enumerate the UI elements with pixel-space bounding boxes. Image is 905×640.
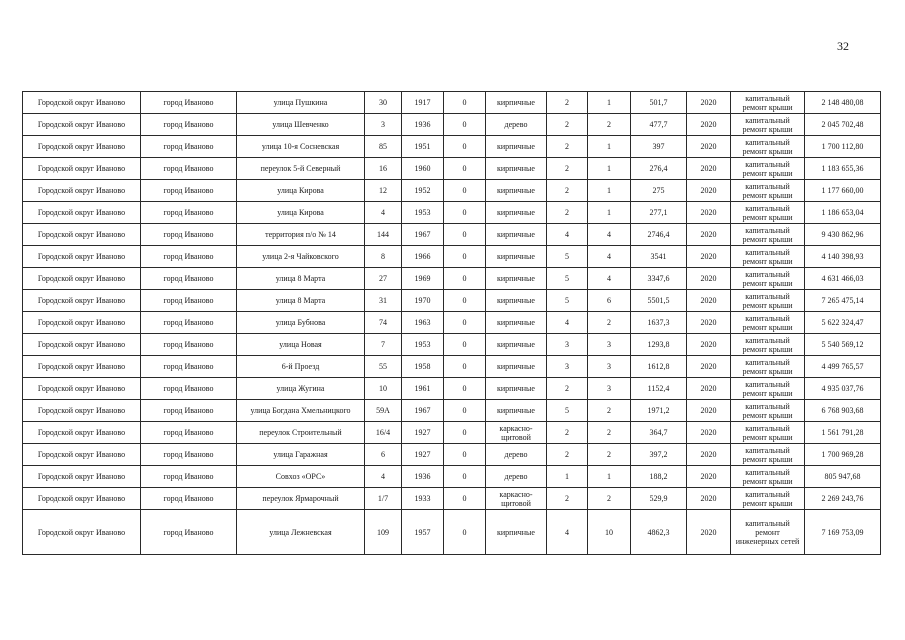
year-built-cell: 1917 <box>402 92 444 114</box>
entrances-cell: 2 <box>588 312 631 334</box>
cost-cell: 4 631 466,03 <box>805 268 881 290</box>
year-commissioned-cell: 0 <box>444 312 486 334</box>
repair-year-cell: 2020 <box>687 224 731 246</box>
table-row <box>23 92 881 114</box>
floors-cell: 5 <box>547 268 588 290</box>
area-cell: 501,7 <box>631 92 687 114</box>
area-cell: 3541 <box>631 246 687 268</box>
wall-material-cell: каркасно-щитовой <box>486 488 547 510</box>
settlement-cell: город Иваново <box>141 180 237 202</box>
municipality-cell: Городской округ Иваново <box>23 246 141 268</box>
year-built-cell: 1957 <box>402 510 444 555</box>
cost-cell: 1 700 112,80 <box>805 136 881 158</box>
table-row <box>23 356 881 378</box>
floors-cell: 5 <box>547 246 588 268</box>
area-cell: 1152,4 <box>631 378 687 400</box>
wall-material-cell: кирпичные <box>486 378 547 400</box>
year-commissioned-cell: 0 <box>444 378 486 400</box>
cost-cell: 5 622 324,47 <box>805 312 881 334</box>
street-cell: переулок Строительный <box>237 422 365 444</box>
wall-material-cell: кирпичные <box>486 356 547 378</box>
municipality-cell: Городской округ Иваново <box>23 136 141 158</box>
repair-registry-table <box>22 91 881 555</box>
municipality-cell: Городской округ Иваново <box>23 158 141 180</box>
year-commissioned-cell: 0 <box>444 400 486 422</box>
house-number-cell: 59А <box>365 400 402 422</box>
table-row <box>23 158 881 180</box>
entrances-cell: 2 <box>588 444 631 466</box>
table-row <box>23 466 881 488</box>
area-cell: 3347,6 <box>631 268 687 290</box>
cost-cell: 1 177 660,00 <box>805 180 881 202</box>
table-row <box>23 422 881 444</box>
cost-cell: 7 265 475,14 <box>805 290 881 312</box>
area-cell: 364,7 <box>631 422 687 444</box>
wall-material-cell: дерево <box>486 466 547 488</box>
entrances-cell: 3 <box>588 378 631 400</box>
entrances-cell: 4 <box>588 224 631 246</box>
year-built-cell: 1967 <box>402 400 444 422</box>
floors-cell: 5 <box>547 290 588 312</box>
table-row <box>23 202 881 224</box>
work-type-cell: капитальный ремонт крыши <box>731 246 805 268</box>
wall-material-cell: кирпичные <box>486 224 547 246</box>
wall-material-cell: кирпичные <box>486 180 547 202</box>
year-built-cell: 1951 <box>402 136 444 158</box>
area-cell: 275 <box>631 180 687 202</box>
floors-cell: 4 <box>547 510 588 555</box>
table-row <box>23 400 881 422</box>
house-number-cell: 16 <box>365 158 402 180</box>
settlement-cell: город Иваново <box>141 400 237 422</box>
work-type-cell: капитальный ремонт крыши <box>731 312 805 334</box>
table-row <box>23 224 881 246</box>
municipality-cell: Городской округ Иваново <box>23 268 141 290</box>
work-type-cell: капитальный ремонт крыши <box>731 290 805 312</box>
house-number-cell: 144 <box>365 224 402 246</box>
repair-year-cell: 2020 <box>687 114 731 136</box>
wall-material-cell: кирпичные <box>486 400 547 422</box>
entrances-cell: 4 <box>588 268 631 290</box>
floors-cell: 3 <box>547 356 588 378</box>
municipality-cell: Городской округ Иваново <box>23 422 141 444</box>
wall-material-cell: кирпичные <box>486 158 547 180</box>
area-cell: 277,1 <box>631 202 687 224</box>
street-cell: улица 8 Марта <box>237 268 365 290</box>
settlement-cell: город Иваново <box>141 378 237 400</box>
municipality-cell: Городской округ Иваново <box>23 114 141 136</box>
settlement-cell: город Иваново <box>141 444 237 466</box>
entrances-cell: 2 <box>588 114 631 136</box>
year-commissioned-cell: 0 <box>444 268 486 290</box>
floors-cell: 2 <box>547 136 588 158</box>
repair-year-cell: 2020 <box>687 356 731 378</box>
work-type-cell: капитальный ремонт инженерных сетей <box>731 510 805 555</box>
street-cell: улица Лежневская <box>237 510 365 555</box>
settlement-cell: город Иваново <box>141 202 237 224</box>
year-commissioned-cell: 0 <box>444 136 486 158</box>
repair-year-cell: 2020 <box>687 466 731 488</box>
house-number-cell: 12 <box>365 180 402 202</box>
year-commissioned-cell: 0 <box>444 224 486 246</box>
area-cell: 2746,4 <box>631 224 687 246</box>
street-cell: улица 8 Марта <box>237 290 365 312</box>
wall-material-cell: кирпичные <box>486 334 547 356</box>
street-cell: улица Пушкина <box>237 92 365 114</box>
entrances-cell: 1 <box>588 136 631 158</box>
year-commissioned-cell: 0 <box>444 202 486 224</box>
table-row <box>23 312 881 334</box>
year-built-cell: 1969 <box>402 268 444 290</box>
municipality-cell: Городской округ Иваново <box>23 466 141 488</box>
settlement-cell: город Иваново <box>141 488 237 510</box>
entrances-cell: 2 <box>588 400 631 422</box>
table-row <box>23 268 881 290</box>
settlement-cell: город Иваново <box>141 356 237 378</box>
work-type-cell: капитальный ремонт крыши <box>731 334 805 356</box>
work-type-cell: капитальный ремонт крыши <box>731 422 805 444</box>
table-row <box>23 378 881 400</box>
year-built-cell: 1953 <box>402 202 444 224</box>
year-commissioned-cell: 0 <box>444 92 486 114</box>
year-commissioned-cell: 0 <box>444 158 486 180</box>
street-cell: Совхоз «ОРС» <box>237 466 365 488</box>
year-commissioned-cell: 0 <box>444 114 486 136</box>
entrances-cell: 3 <box>588 334 631 356</box>
year-built-cell: 1967 <box>402 224 444 246</box>
house-number-cell: 8 <box>365 246 402 268</box>
year-built-cell: 1961 <box>402 378 444 400</box>
floors-cell: 2 <box>547 444 588 466</box>
table-row <box>23 290 881 312</box>
area-cell: 1971,2 <box>631 400 687 422</box>
area-cell: 397 <box>631 136 687 158</box>
year-commissioned-cell: 0 <box>444 488 486 510</box>
year-built-cell: 1927 <box>402 422 444 444</box>
repair-year-cell: 2020 <box>687 488 731 510</box>
entrances-cell: 1 <box>588 158 631 180</box>
year-commissioned-cell: 0 <box>444 444 486 466</box>
cost-cell: 6 768 903,68 <box>805 400 881 422</box>
year-built-cell: 1958 <box>402 356 444 378</box>
table-row <box>23 444 881 466</box>
area-cell: 276,4 <box>631 158 687 180</box>
street-cell: переулок 5-й Северный <box>237 158 365 180</box>
municipality-cell: Городской округ Иваново <box>23 444 141 466</box>
house-number-cell: 30 <box>365 92 402 114</box>
cost-cell: 4 140 398,93 <box>805 246 881 268</box>
municipality-cell: Городской округ Иваново <box>23 202 141 224</box>
table-row <box>23 114 881 136</box>
entrances-cell: 1 <box>588 180 631 202</box>
cost-cell: 9 430 862,96 <box>805 224 881 246</box>
house-number-cell: 1/7 <box>365 488 402 510</box>
settlement-cell: город Иваново <box>141 224 237 246</box>
entrances-cell: 2 <box>588 422 631 444</box>
street-cell: улица Богдана Хмельницкого <box>237 400 365 422</box>
settlement-cell: город Иваново <box>141 268 237 290</box>
cost-cell: 7 169 753,09 <box>805 510 881 555</box>
settlement-cell: город Иваново <box>141 136 237 158</box>
settlement-cell: город Иваново <box>141 246 237 268</box>
work-type-cell: капитальный ремонт крыши <box>731 356 805 378</box>
table-row <box>23 136 881 158</box>
work-type-cell: капитальный ремонт крыши <box>731 158 805 180</box>
year-built-cell: 1963 <box>402 312 444 334</box>
table-row <box>23 180 881 202</box>
repair-year-cell: 2020 <box>687 444 731 466</box>
settlement-cell: город Иваново <box>141 114 237 136</box>
repair-year-cell: 2020 <box>687 202 731 224</box>
entrances-cell: 4 <box>588 246 631 268</box>
year-built-cell: 1970 <box>402 290 444 312</box>
repair-year-cell: 2020 <box>687 92 731 114</box>
cost-cell: 1 186 653,04 <box>805 202 881 224</box>
house-number-cell: 7 <box>365 334 402 356</box>
repair-year-cell: 2020 <box>687 378 731 400</box>
repair-year-cell: 2020 <box>687 180 731 202</box>
work-type-cell: капитальный ремонт крыши <box>731 180 805 202</box>
settlement-cell: город Иваново <box>141 158 237 180</box>
settlement-cell: город Иваново <box>141 92 237 114</box>
house-number-cell: 31 <box>365 290 402 312</box>
municipality-cell: Городской округ Иваново <box>23 92 141 114</box>
street-cell: улица Новая <box>237 334 365 356</box>
cost-cell: 1 700 969,28 <box>805 444 881 466</box>
year-built-cell: 1953 <box>402 334 444 356</box>
year-built-cell: 1936 <box>402 466 444 488</box>
table-row <box>23 334 881 356</box>
floors-cell: 2 <box>547 378 588 400</box>
floors-cell: 2 <box>547 422 588 444</box>
entrances-cell: 10 <box>588 510 631 555</box>
floors-cell: 4 <box>547 224 588 246</box>
entrances-cell: 3 <box>588 356 631 378</box>
wall-material-cell: дерево <box>486 114 547 136</box>
wall-material-cell: кирпичные <box>486 268 547 290</box>
settlement-cell: город Иваново <box>141 422 237 444</box>
municipality-cell: Городской округ Иваново <box>23 378 141 400</box>
street-cell: улица 10-я Сосневская <box>237 136 365 158</box>
house-number-cell: 4 <box>365 466 402 488</box>
year-commissioned-cell: 0 <box>444 422 486 444</box>
repair-year-cell: 2020 <box>687 158 731 180</box>
floors-cell: 2 <box>547 92 588 114</box>
page-number: 32 <box>837 39 849 53</box>
year-commissioned-cell: 0 <box>444 510 486 555</box>
work-type-cell: капитальный ремонт крыши <box>731 400 805 422</box>
cost-cell: 2 148 480,08 <box>805 92 881 114</box>
wall-material-cell: кирпичные <box>486 246 547 268</box>
year-commissioned-cell: 0 <box>444 334 486 356</box>
floors-cell: 2 <box>547 488 588 510</box>
area-cell: 477,7 <box>631 114 687 136</box>
house-number-cell: 6 <box>365 444 402 466</box>
street-cell: улица Жугина <box>237 378 365 400</box>
repair-year-cell: 2020 <box>687 136 731 158</box>
floors-cell: 2 <box>547 202 588 224</box>
wall-material-cell: кирпичные <box>486 290 547 312</box>
cost-cell: 5 540 569,12 <box>805 334 881 356</box>
municipality-cell: Городской округ Иваново <box>23 224 141 246</box>
area-cell: 4862,3 <box>631 510 687 555</box>
work-type-cell: капитальный ремонт крыши <box>731 378 805 400</box>
year-commissioned-cell: 0 <box>444 246 486 268</box>
house-number-cell: 16/4 <box>365 422 402 444</box>
work-type-cell: капитальный ремонт крыши <box>731 136 805 158</box>
work-type-cell: капитальный ремонт крыши <box>731 224 805 246</box>
cost-cell: 805 947,68 <box>805 466 881 488</box>
cost-cell: 2 045 702,48 <box>805 114 881 136</box>
settlement-cell: город Иваново <box>141 466 237 488</box>
area-cell: 397,2 <box>631 444 687 466</box>
registry-body <box>23 92 881 555</box>
municipality-cell: Городской округ Иваново <box>23 312 141 334</box>
municipality-cell: Городской округ Иваново <box>23 334 141 356</box>
entrances-cell: 1 <box>588 202 631 224</box>
area-cell: 5501,5 <box>631 290 687 312</box>
area-cell: 1637,3 <box>631 312 687 334</box>
year-built-cell: 1927 <box>402 444 444 466</box>
repair-year-cell: 2020 <box>687 334 731 356</box>
house-number-cell: 10 <box>365 378 402 400</box>
cost-cell: 2 269 243,76 <box>805 488 881 510</box>
municipality-cell: Городской округ Иваново <box>23 510 141 555</box>
entrances-cell: 1 <box>588 92 631 114</box>
repair-year-cell: 2020 <box>687 290 731 312</box>
table-row <box>23 510 881 555</box>
repair-year-cell: 2020 <box>687 312 731 334</box>
work-type-cell: капитальный ремонт крыши <box>731 202 805 224</box>
work-type-cell: капитальный ремонт крыши <box>731 444 805 466</box>
work-type-cell: капитальный ремонт крыши <box>731 488 805 510</box>
municipality-cell: Городской округ Иваново <box>23 356 141 378</box>
floors-cell: 4 <box>547 312 588 334</box>
settlement-cell: город Иваново <box>141 334 237 356</box>
entrances-cell: 6 <box>588 290 631 312</box>
area-cell: 1293,8 <box>631 334 687 356</box>
year-built-cell: 1960 <box>402 158 444 180</box>
repair-year-cell: 2020 <box>687 400 731 422</box>
wall-material-cell: дерево <box>486 444 547 466</box>
street-cell: улица Шевченко <box>237 114 365 136</box>
settlement-cell: город Иваново <box>141 312 237 334</box>
wall-material-cell: кирпичные <box>486 312 547 334</box>
year-commissioned-cell: 0 <box>444 466 486 488</box>
municipality-cell: Городской округ Иваново <box>23 290 141 312</box>
work-type-cell: капитальный ремонт крыши <box>731 268 805 290</box>
year-commissioned-cell: 0 <box>444 180 486 202</box>
year-built-cell: 1952 <box>402 180 444 202</box>
cost-cell: 1 183 655,36 <box>805 158 881 180</box>
settlement-cell: город Иваново <box>141 510 237 555</box>
cost-cell: 4 499 765,57 <box>805 356 881 378</box>
street-cell: улица 2-я Чайковского <box>237 246 365 268</box>
wall-material-cell: кирпичные <box>486 202 547 224</box>
cost-cell: 4 935 037,76 <box>805 378 881 400</box>
table-row <box>23 488 881 510</box>
municipality-cell: Городской округ Иваново <box>23 180 141 202</box>
house-number-cell: 74 <box>365 312 402 334</box>
floors-cell: 2 <box>547 158 588 180</box>
entrances-cell: 1 <box>588 466 631 488</box>
work-type-cell: капитальный ремонт крыши <box>731 92 805 114</box>
house-number-cell: 109 <box>365 510 402 555</box>
house-number-cell: 27 <box>365 268 402 290</box>
street-cell: 6-й Проезд <box>237 356 365 378</box>
wall-material-cell: кирпичные <box>486 92 547 114</box>
year-built-cell: 1933 <box>402 488 444 510</box>
house-number-cell: 4 <box>365 202 402 224</box>
floors-cell: 2 <box>547 114 588 136</box>
house-number-cell: 85 <box>365 136 402 158</box>
street-cell: улица Бубнова <box>237 312 365 334</box>
house-number-cell: 3 <box>365 114 402 136</box>
floors-cell: 3 <box>547 334 588 356</box>
table-row <box>23 246 881 268</box>
street-cell: улица Кирова <box>237 202 365 224</box>
repair-year-cell: 2020 <box>687 510 731 555</box>
floors-cell: 1 <box>547 466 588 488</box>
entrances-cell: 2 <box>588 488 631 510</box>
wall-material-cell: кирпичные <box>486 510 547 555</box>
repair-year-cell: 2020 <box>687 422 731 444</box>
area-cell: 529,9 <box>631 488 687 510</box>
repair-year-cell: 2020 <box>687 246 731 268</box>
year-commissioned-cell: 0 <box>444 290 486 312</box>
work-type-cell: капитальный ремонт крыши <box>731 466 805 488</box>
street-cell: улица Гаражная <box>237 444 365 466</box>
area-cell: 188,2 <box>631 466 687 488</box>
year-built-cell: 1936 <box>402 114 444 136</box>
year-built-cell: 1966 <box>402 246 444 268</box>
floors-cell: 2 <box>547 180 588 202</box>
work-type-cell: капитальный ремонт крыши <box>731 114 805 136</box>
street-cell: улица Кирова <box>237 180 365 202</box>
floors-cell: 5 <box>547 400 588 422</box>
cost-cell: 1 561 791,28 <box>805 422 881 444</box>
year-commissioned-cell: 0 <box>444 356 486 378</box>
wall-material-cell: кирпичные <box>486 136 547 158</box>
repair-year-cell: 2020 <box>687 268 731 290</box>
municipality-cell: Городской округ Иваново <box>23 488 141 510</box>
wall-material-cell: каркасно-щитовой <box>486 422 547 444</box>
street-cell: переулок Ярмарочный <box>237 488 365 510</box>
street-cell: территория п/о № 14 <box>237 224 365 246</box>
settlement-cell: город Иваново <box>141 290 237 312</box>
municipality-cell: Городской округ Иваново <box>23 400 141 422</box>
area-cell: 1612,8 <box>631 356 687 378</box>
house-number-cell: 55 <box>365 356 402 378</box>
